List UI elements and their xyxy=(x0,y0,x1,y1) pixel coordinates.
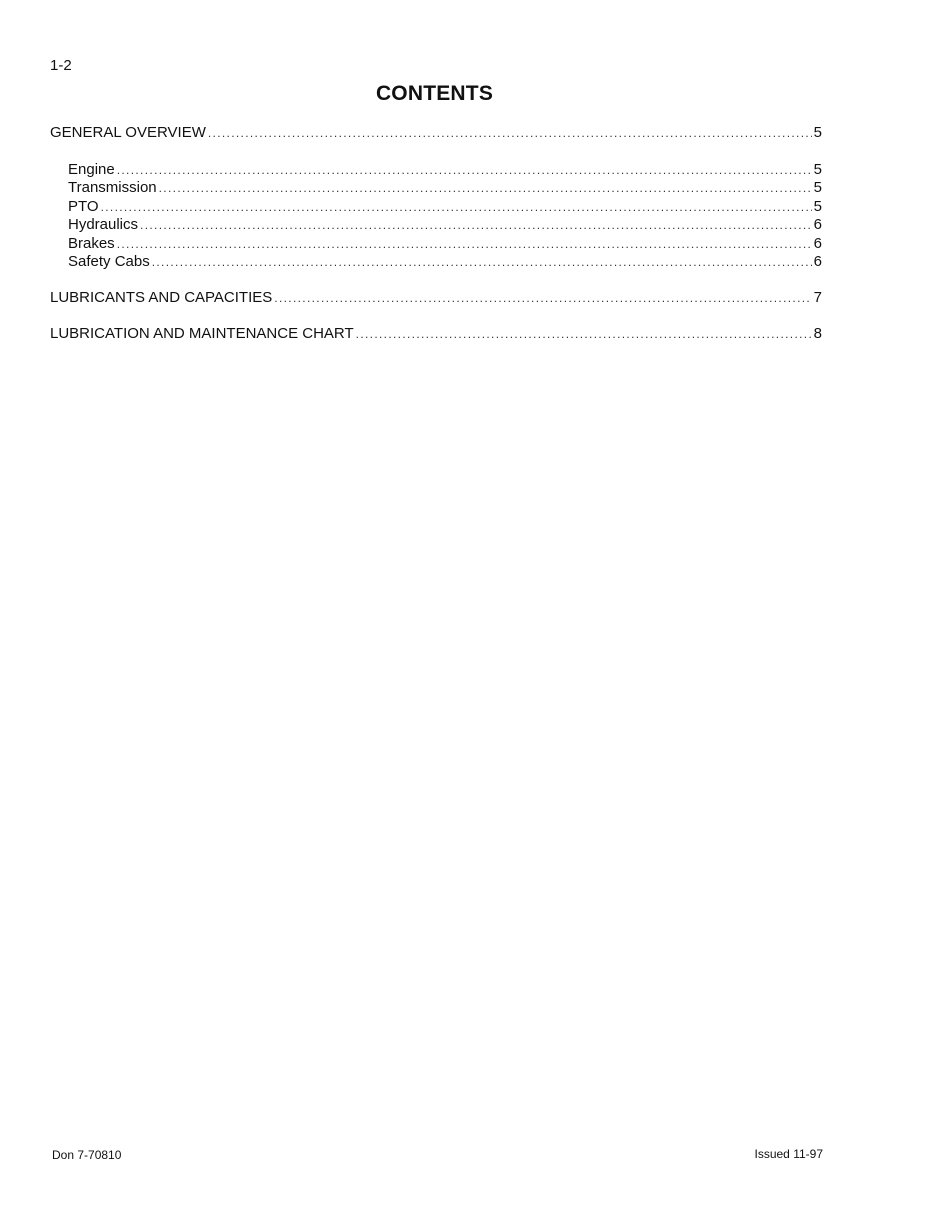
toc-entry-transmission[interactable] xyxy=(50,179,822,198)
toc-entry-page: 6 xyxy=(813,234,822,252)
page-title: CONTENTS xyxy=(375,82,494,105)
toc-entry-lubricants-and-capacities[interactable] xyxy=(50,289,822,308)
dot-leader xyxy=(356,325,812,344)
dot-leader xyxy=(159,179,812,198)
toc-entry-label: Brakes xyxy=(68,234,115,252)
footer-issued-date: Issued 11-97 xyxy=(754,1147,823,1161)
toc-entry-engine[interactable] xyxy=(50,161,822,180)
toc-entry-label: Engine xyxy=(68,160,115,178)
toc-entry-label: PTO xyxy=(68,197,99,215)
toc-entry-lubrication-and-maintenance-chart[interactable] xyxy=(50,325,822,344)
toc-entry-page: 5 xyxy=(813,160,822,178)
dot-leader xyxy=(208,124,812,143)
dot-leader xyxy=(274,289,811,308)
toc-entry-label: Transmission xyxy=(68,179,157,196)
toc-entry-label: LUBRICATION AND MAINTENANCE CHART xyxy=(50,325,354,342)
toc-entry-label: Hydraulics xyxy=(68,216,139,233)
toc-entry-label: LUBRICANTS AND CAPACITIES xyxy=(50,288,273,306)
toc-entry-page: 7 xyxy=(813,288,822,306)
footer-document-id: Don 7-70810 xyxy=(52,1148,122,1162)
dot-leader xyxy=(117,235,812,254)
toc-entry-label: Safety Cabs xyxy=(68,253,150,270)
toc-entry-hydraulics[interactable] xyxy=(50,216,822,235)
toc-entry-page: 5 xyxy=(813,124,822,141)
toc-entry-pto[interactable] xyxy=(50,198,822,217)
toc-entry-brakes[interactable] xyxy=(50,235,822,254)
toc-entry-page: 6 xyxy=(813,216,822,233)
toc-entry-page: 5 xyxy=(813,197,822,215)
dot-leader xyxy=(140,216,812,235)
table-of-contents xyxy=(50,124,822,344)
dot-leader xyxy=(117,161,812,180)
toc-entry-page: 8 xyxy=(813,325,822,342)
dot-leader xyxy=(101,198,812,217)
toc-entry-label: GENERAL OVERVIEW xyxy=(50,124,206,141)
dot-leader xyxy=(152,253,812,272)
toc-entry-general-overview[interactable] xyxy=(50,124,822,143)
toc-entry-safety-cabs[interactable] xyxy=(50,253,822,272)
toc-entry-page: 5 xyxy=(813,179,822,196)
toc-entry-page: 6 xyxy=(813,253,822,270)
page-number: 1-2 xyxy=(50,57,72,74)
